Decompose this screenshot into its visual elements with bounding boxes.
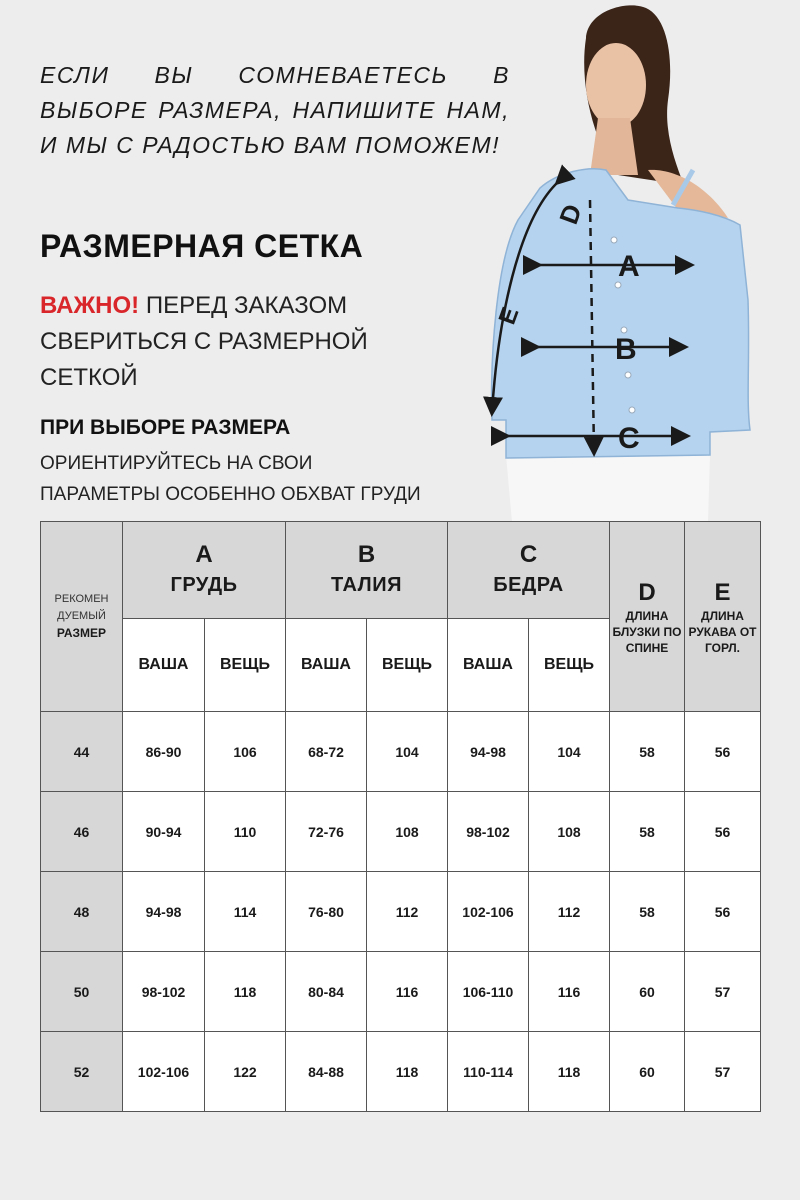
trousers [506,455,710,522]
cell-hips-item: 112 [529,872,610,952]
e-letter: E [714,578,731,606]
sub-header-yours: ВАША [448,619,529,712]
e-desc: ДЛИНА РУКАВА ОТ ГОРЛ. [688,608,757,655]
table-row [41,872,761,952]
choose-size-heading: ПРИ ВЫБОРЕ РАЗМЕРА [40,416,291,439]
rec-size-label-bottom: РАЗМЕР [56,626,107,640]
measurement-diagram [478,0,800,522]
table-row [41,792,761,872]
cell-hips-item: 116 [529,952,610,1032]
cell-length: 60 [610,952,685,1032]
group-b-letter: B [357,541,376,568]
cell-chest-yours: 90-94 [123,792,205,872]
cell-chest-item: 118 [205,952,286,1032]
cell-hips-yours: 102-106 [448,872,529,952]
d-header [610,522,685,712]
group-c-letter: C [519,541,538,568]
group-c-name: БЕДРА [493,574,564,596]
table-row [41,712,761,792]
cell-chest-yours: 86-90 [123,712,205,792]
group-c-header [448,522,610,619]
e-header [685,522,761,712]
cell-size: 44 [41,712,123,792]
cell-waist-item: 116 [367,952,448,1032]
label-d: D [553,200,588,229]
table-row [41,952,761,1032]
cell-sleeve: 56 [685,792,761,872]
label-c: C [618,422,640,455]
important-accent: ВАЖНО! [40,292,140,319]
group-a-name: ГРУДЬ [170,574,238,596]
important-text: ПЕРЕД ЗАКАЗОМ СВЕРИТЬСЯ С РАЗМЕРНОЙ СЕТКОЙ [40,292,368,391]
cell-hips-item: 108 [529,792,610,872]
cell-chest-item: 110 [205,792,286,872]
cell-hips-yours: 98-102 [448,792,529,872]
cell-waist-item: 108 [367,792,448,872]
sub-header-item: ВЕЩЬ [205,619,286,712]
model-figure [478,0,800,522]
cell-chest-yours: 98-102 [123,952,205,1032]
cell-size: 46 [41,792,123,872]
label-e: E [493,303,525,329]
d-letter: D [638,578,656,606]
cell-waist-yours: 84-88 [286,1032,367,1112]
rec-size-label-top: РЕКОМЕН ДУЕМЫЙ [54,593,109,622]
sub-header-yours: ВАША [123,619,205,712]
face [586,43,646,127]
d-desc: ДЛИНА БЛУЗКИ ПО СПИНЕ [612,608,682,655]
cell-length: 58 [610,712,685,792]
size-table [40,521,761,1112]
cell-chest-item: 106 [205,712,286,792]
important-note [40,288,440,396]
intro-text: ЕСЛИ ВЫ СОМНЕВАЕТЕСЬ В ВЫБОРЕ РАЗМЕРА, НАПИШИТЕ НАМ, И МЫ С РАДОСТЬЮ ВАМ ПОМОЖЕМ! [40,62,510,158]
cell-sleeve: 57 [685,952,761,1032]
neck [590,118,638,175]
group-a-header [123,522,286,619]
cell-size: 48 [41,872,123,952]
label-b: B [615,333,637,366]
table-row [41,1032,761,1112]
cell-sleeve: 56 [685,872,761,952]
cell-sleeve: 57 [685,1032,761,1112]
cell-length: 58 [610,872,685,952]
cell-waist-yours: 80-84 [286,952,367,1032]
cell-chest-item: 114 [205,872,286,952]
cell-waist-yours: 68-72 [286,712,367,792]
group-b-header [286,522,448,619]
choose-line-1: ОРИЕНТИРУЙТЕСЬ НА СВОИ [40,453,313,474]
sub-header-yours: ВАША [286,619,367,712]
label-a: A [618,250,640,283]
sub-header-item: ВЕЩЬ [529,619,610,712]
cell-waist-yours: 76-80 [286,872,367,952]
cell-waist-yours: 72-76 [286,792,367,872]
cell-size: 50 [41,952,123,1032]
cell-waist-item: 104 [367,712,448,792]
cell-length: 60 [610,1032,685,1112]
group-b-name: ТАЛИЯ [331,574,402,596]
cell-chest-yours: 102-106 [123,1032,205,1112]
cell-waist-item: 118 [367,1032,448,1112]
group-a-letter: A [195,541,213,568]
cell-hips-item: 118 [529,1032,610,1112]
choose-line-2: ПАРАМЕТРЫ ОСОБЕННО ОБХВАТ ГРУДИ [40,484,421,505]
cell-waist-item: 112 [367,872,448,952]
sub-header-item: ВЕЩЬ [367,619,448,712]
cell-chest-item: 122 [205,1032,286,1112]
rec-size-header [41,522,123,712]
cell-size: 52 [41,1032,123,1112]
cell-length: 58 [610,792,685,872]
cell-sleeve: 56 [685,712,761,792]
table-body [41,712,761,1112]
cell-hips-yours: 94-98 [448,712,529,792]
cell-hips-item: 104 [529,712,610,792]
cell-hips-yours: 110-114 [448,1032,529,1112]
cell-hips-yours: 106-110 [448,952,529,1032]
choose-size-text [40,448,421,510]
cell-chest-yours: 94-98 [123,872,205,952]
page-title: РАЗМЕРНАЯ СЕТКА [40,228,364,264]
